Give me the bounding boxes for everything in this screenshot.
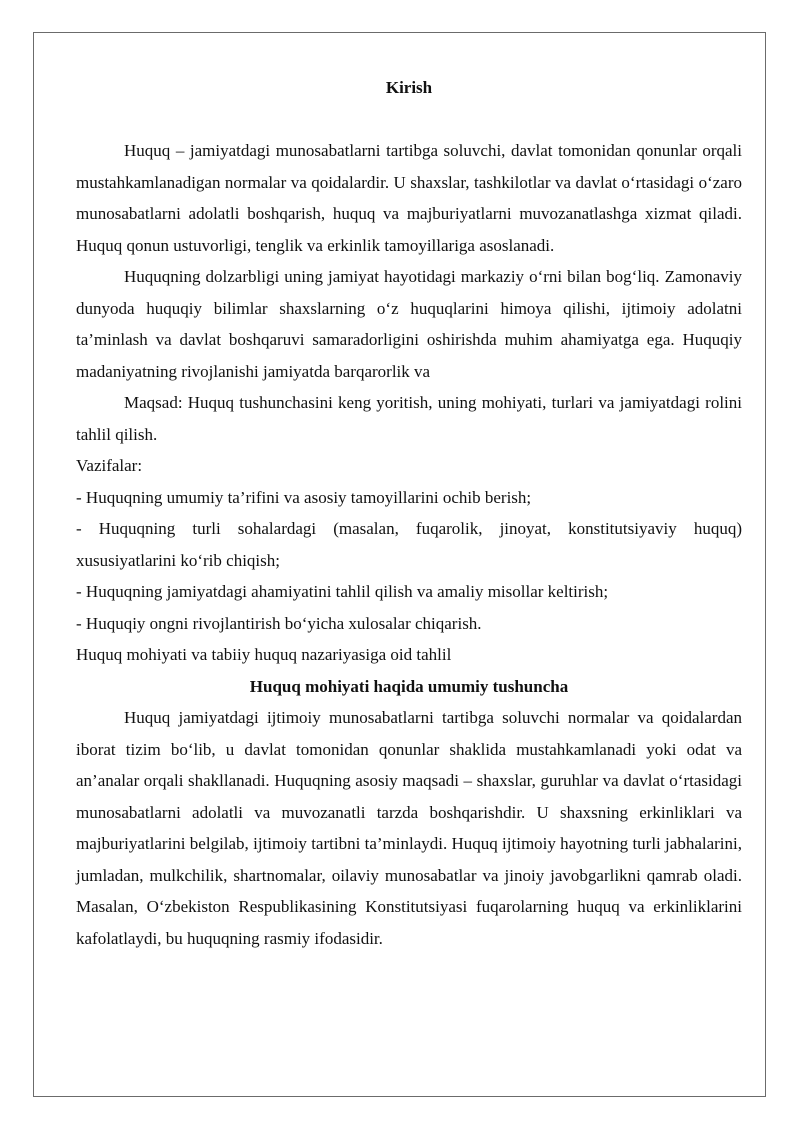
task-item: - Huquqning turli sohalardagi (masalan, fuqarolik, jinoyat, konstitutsiyaviy huquq) xususiyatlarini ko‘rib chiqish; (76, 519, 742, 570)
goal-paragraph: Maqsad: Huquq tushunchasini keng yoritish, uning mohiyati, turlari va jamiyatdagi rolini tahlil qilish. (76, 393, 742, 444)
document-title: Kirish (385, 78, 433, 97)
analysis-line: Huquq mohiyati va tabiiy huquq nazariyasiga oid tahlil (76, 645, 452, 664)
tasks-label: Vazifalar: (76, 456, 143, 475)
intro-paragraph: Huquq – jamiyatdagi munosabatlarni tartibga soluvchi, davlat tomonidan qonunlar orqali mustahkamlanadigan normalar va qoidalardir. U shaxslar, tashkilotlar va davlat o‘rtasidagi o‘zaro munosabatlarni adolatli boshqarish, huquq va majburiyatlarni muvozanatlashga xizmat qiladi. Huquq qonun ustuvorligi, tenglik va erkinlik tamoyillariga asoslanadi. (76, 141, 742, 255)
task-item: - Huquqiy ongni rivojlantirish bo‘yicha xulosalar chiqarish. (76, 613, 482, 633)
relevance-paragraph: Huquqning dolzarbligi uning jamiyat hayotidagi markaziy o‘rni bilan bog‘liq. Zamonaviy dunyoda huquqiy bilimlar shaxslarning o‘z huquqlarini himoya qilishi, ijtimoiy adolatni ta’minlash va davlat boshqaruvi samaradorligini oshirishda muhim ahamiyatga ega. Huquqiy madaniyatning rivojlanishi jamiyatda barqarorlik va (76, 267, 742, 381)
task-item: - Huquqning umumiy ta’rifini va asosiy tamoyillarini ochib berish; (76, 487, 532, 507)
section-subheading: Huquq mohiyati haqida umumiy tushuncha (249, 676, 569, 696)
document-body (76, 72, 742, 954)
essence-paragraph: Huquq jamiyatdagi ijtimoiy munosabatlarni tartibga soluvchi normalar va qoidalardan iborat tizim bo‘lib, u davlat tomonidan qonunlar shaklida mustahkamlanadi yoki odat va an’analar orqali shakllanadi. Huquqning asosiy maqsadi – shaxslar, guruhlar va davlat o‘rtasidagi munosabatlarni adolatli va muvozanatli tarzda boshqarishdir. U shaxsning erkinliklari va majburiyatlarini belgilab, ijtimoiy tartibni ta’minlaydi. Huquq ijtimoiy hayotning turli jabhalarini, jumladan, mulkchilik, shartnomalar, oilaviy munosabatlar va jinoiy javobgarlikni qamrab oladi. Masalan, O‘zbekiston Respublikasining Konstitutsiyasi fuqarolarning huquq va erkinliklarini kafolatlaydi, bu huquqning rasmiy ifodasidir. (76, 708, 742, 948)
title-spacer (76, 104, 742, 136)
task-item: - Huquqning jamiyatdagi ahamiyatini tahlil qilish va amaliy misollar keltirish; (76, 582, 609, 601)
